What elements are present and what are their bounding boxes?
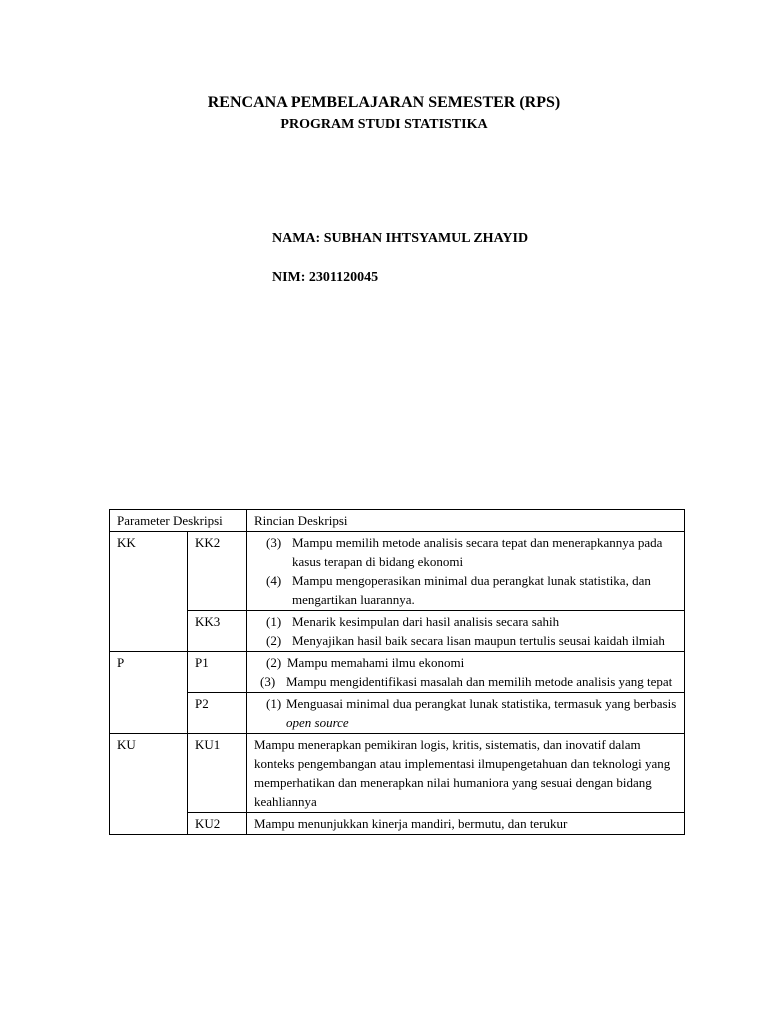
table-header-row [110, 510, 685, 532]
description-cell-p1 [247, 652, 685, 693]
list-item [254, 533, 677, 571]
item-text: Menyajikan hasil baik secara lisan maupun tertulis seusai kaidah ilmiah [292, 633, 665, 648]
list-item [254, 612, 677, 631]
code-cell-ku2: KU2 [188, 813, 247, 835]
item-number: (3) [266, 535, 282, 550]
table-row [110, 813, 685, 835]
rps-table [109, 509, 685, 835]
table-row [110, 734, 685, 813]
code-cell-p2: P2 [188, 693, 247, 734]
item-text: Mampu memilih metode analisis secara tepat dan menerapkannya pada kasus terapan di bidang ekonomi [292, 535, 663, 569]
item-number: (1) [266, 614, 282, 629]
header-parameter-cell: Parameter Deskripsi [110, 510, 247, 532]
description-cell-ku2: Mampu menunjukkan kinerja mandiri, bermutu, dan terukur [247, 813, 685, 835]
list-item [254, 631, 677, 650]
item-text: Mampu mengoperasikan minimal dua perangkat lunak statistika, dan mengartikan luarannya. [292, 573, 651, 607]
item-number: (2) [266, 633, 282, 648]
header-description-cell: Rincian Deskripsi [247, 510, 685, 532]
list-item [254, 571, 677, 609]
table-row [110, 652, 685, 693]
description-cell-kk2 [247, 532, 685, 611]
list-item [254, 694, 677, 732]
item-text: Mampu memahami ilmu ekonomi [287, 655, 465, 670]
code-cell-kk3: KK3 [188, 611, 247, 652]
code-cell-p1: P1 [188, 652, 247, 693]
description-cell-p2 [247, 693, 685, 734]
item-text: Mampu mengidentifikasi masalah dan memilih metode analisis yang tepat [286, 674, 673, 689]
student-name: NAMA: SUBHAN IHTSYAMUL ZHAYID [272, 231, 529, 246]
item-number: (1) [266, 696, 282, 711]
table-row [110, 532, 685, 611]
description-cell-ku1: Mampu menerapkan pemikiran logis, kritis, sistematis, dan inovatif dalam konteks pengembangan atau implementasi ilmupengetahuan dan teknologi yang memperhatikan dan menerapkan nilai humaniora yang sesuai dengan bidang keahliannya [247, 734, 685, 813]
item-text: Menarik kesimpulan dari hasil analisis secara sahih [292, 614, 560, 629]
item-number: (2) [266, 655, 282, 670]
param-cell-kk: KK [110, 532, 188, 652]
student-nim: NIM: 2301120045 [272, 270, 379, 285]
document-title: RENCANA PEMBELAJARAN SEMESTER (RPS) [207, 94, 561, 111]
document-subtitle: PROGRAM STUDI STATISTIKA [280, 117, 488, 132]
list-item [254, 672, 677, 691]
code-cell-ku1: KU1 [188, 734, 247, 813]
item-text-italic: open source [286, 715, 349, 730]
table-row [110, 611, 685, 652]
item-text: Menguasai minimal dua perangkat lunak statistika, termasuk yang berbasis [286, 696, 677, 711]
item-number: (4) [266, 573, 282, 588]
code-cell-kk2: KK2 [188, 532, 247, 611]
list-item [254, 653, 677, 672]
table-row [110, 693, 685, 734]
item-number: (3) [260, 674, 276, 689]
description-cell-kk3 [247, 611, 685, 652]
param-cell-ku: KU [110, 734, 188, 835]
param-cell-p: P [110, 652, 188, 734]
